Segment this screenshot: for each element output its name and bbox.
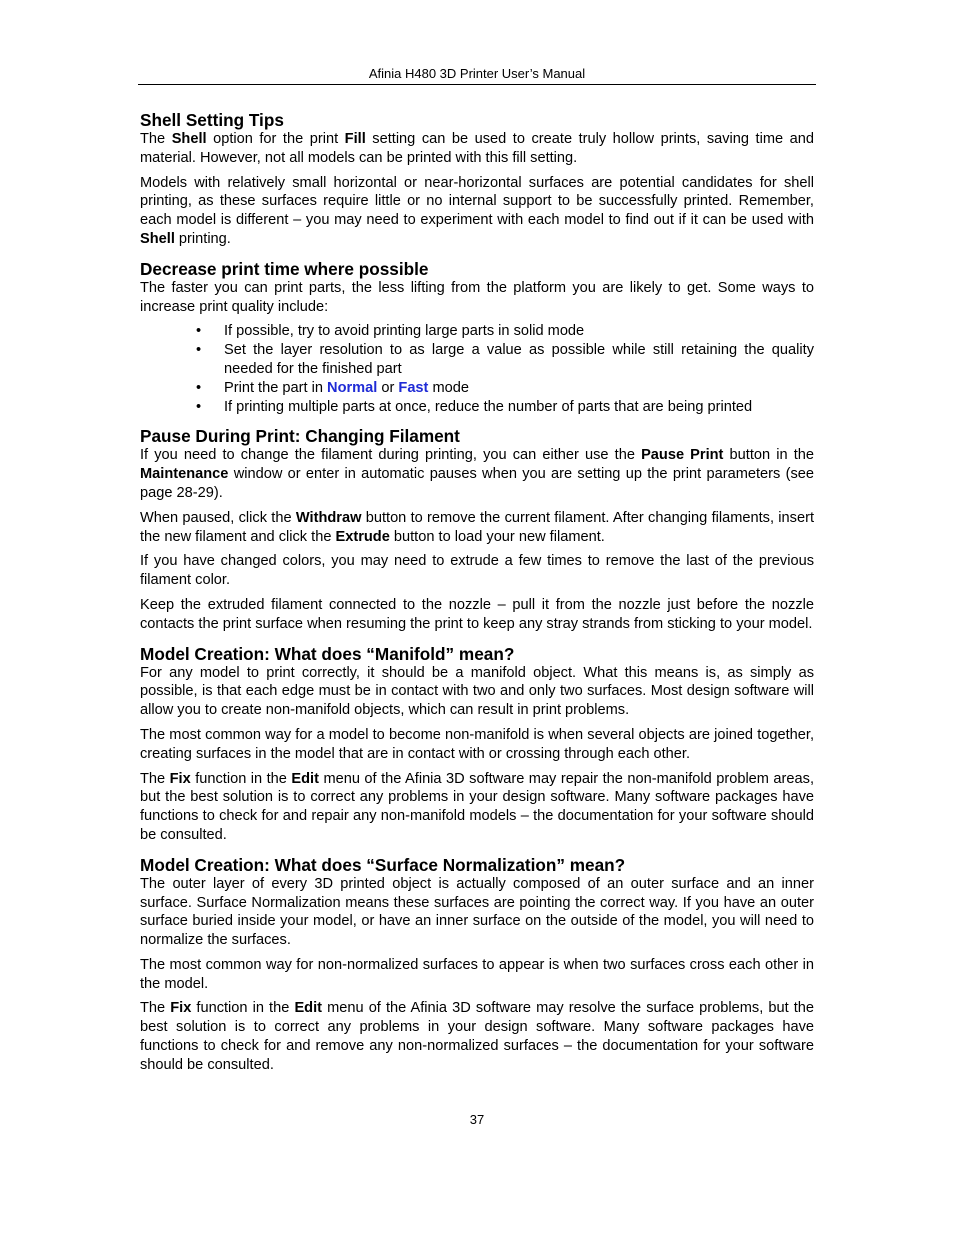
list-item: • If possible, try to avoid printing large parts in solid mode xyxy=(224,322,814,341)
section-heading-decrease: Decrease print time where possible xyxy=(140,258,429,279)
paragraph: When paused, click the Withdraw button to remove the current filament. After changing filaments, insert the new filament and click the Extrude button to load your new filament. xyxy=(140,509,814,545)
paragraph: The most common way for a model to become non-manifold is when several objects are joined together, creating surfaces in the model that are in contact with or crossing through each other. xyxy=(140,726,814,762)
page-body xyxy=(140,110,814,1081)
page-number: 37 xyxy=(469,1112,485,1127)
list-item: • Set the layer resolution to as large a value as possible while still retaining the quality needed for the finished part xyxy=(224,341,814,379)
paragraph: If you need to change the filament during printing, you can either use the Pause Print button in the Maintenance window or enter in automatic pauses when you are setting up the print parameters (see page 28-29). xyxy=(140,447,814,501)
paragraph: The Fix function in the Edit menu of the Afinia 3D software may resolve the surface problems, but the best solution is to correct any problems in your design software. Many software packages have functions to check for and remove any non-normalized surfaces – the documentation for your software should be consulted. xyxy=(140,1000,815,1073)
paragraph: The Fix function in the Edit menu of the Afinia 3D software may repair the non-manifold problem areas, but the best solution is to correct any problems in your design software. Many software packages have functions to check for and repair any non-manifold models – the documentation for your software should be consulted. xyxy=(140,770,814,843)
paragraph: If you have changed colors, you may need to extrude a few times to remove the last of the previous filament color. xyxy=(140,553,814,589)
paragraph: The faster you can print parts, the less lifting from the platform you are likely to get. Some ways to increase print quality include: xyxy=(140,279,814,315)
list-item: • Print the part in Normal or Fast mode xyxy=(224,379,814,398)
mode-normal: Normal xyxy=(327,379,378,396)
section-heading-surface: Model Creation: What does “Surface Normalization” mean? xyxy=(140,854,626,875)
list-item: • If printing multiple parts at once, reduce the number of parts that are being printed xyxy=(224,398,814,417)
paragraph: For any model to print correctly, it should be a manifold object. What this means is, as simply as possible, is that each edge must be in contact with two and only two surfaces. Most design software will allow you to create non-manifold objects, which can result in print problems. xyxy=(140,664,814,719)
paragraph: Keep the extruded filament connected to the nozzle – pull it from the nozzle just before the nozzle contacts the print surface when resuming the print to keep any stray strands from sticking to your model. xyxy=(140,596,814,632)
paragraph: The outer layer of every 3D printed object is actually composed of an outer surface and an inner surface. Surface Normalization means these surfaces are pointing the correct way. If you have an outer surface buried inside your model, or have an inner surface on the outside of the model, you will need to normalize the surfaces. xyxy=(140,875,814,949)
paragraph: Models with relatively small horizontal or near-horizontal surfaces are potential candidates for shell printing, as these surfaces require little or no internal support to be successfully printed. Remember, each model is different – you may need to experiment with each model to find out if it can be used with Shell printing. xyxy=(140,174,814,247)
section-heading-shell: Shell Setting Tips xyxy=(140,110,284,130)
section-heading-pause: Pause During Print: Changing Filament xyxy=(140,426,460,447)
bullet-list xyxy=(140,322,814,416)
running-header: Afinia H480 3D Printer User’s Manual xyxy=(368,66,586,81)
header-divider xyxy=(138,84,816,85)
paragraph: The most common way for non-normalized surfaces to appear is when two surfaces cross each other in the model. xyxy=(140,956,814,992)
mode-fast: Fast xyxy=(398,379,429,396)
section-heading-manifold: Model Creation: What does “Manifold” mean? xyxy=(140,643,515,664)
paragraph: The Shell option for the print Fill setting can be used to create truly hollow prints, saving time and material. However, not all models can be printed with this fill setting. xyxy=(140,131,815,166)
